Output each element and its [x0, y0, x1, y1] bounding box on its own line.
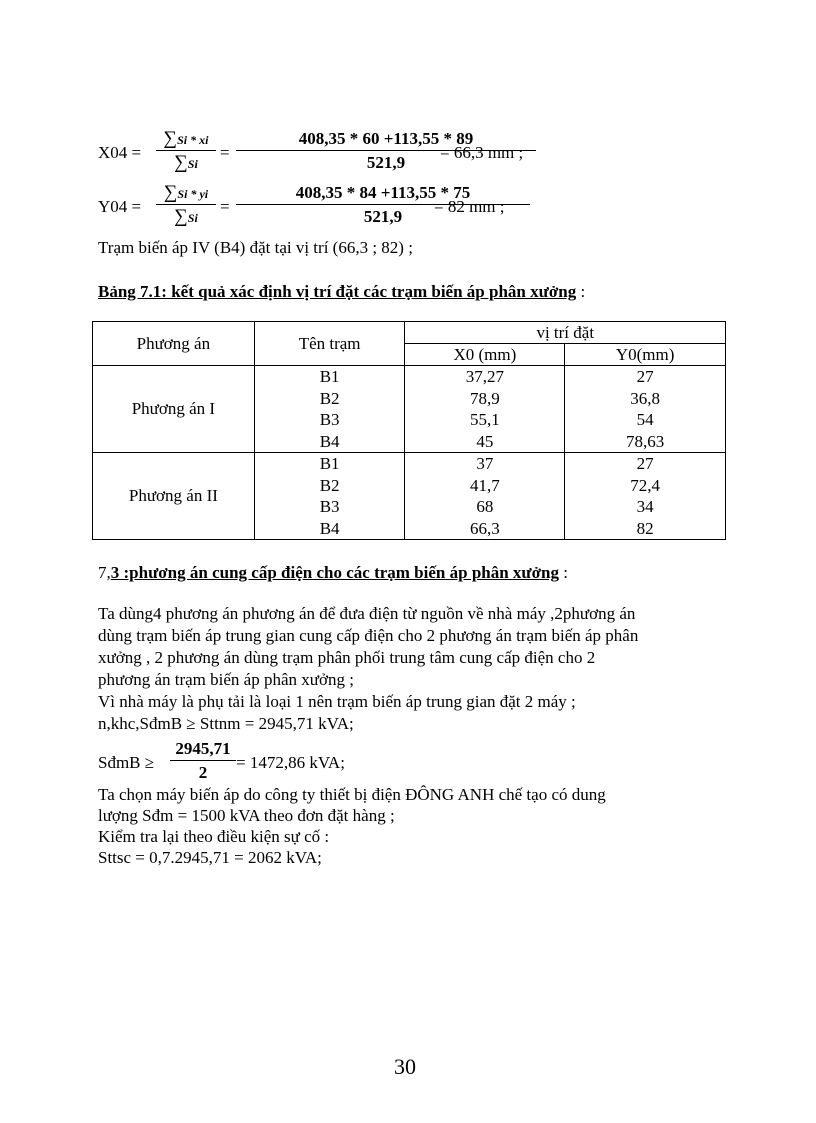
y04-formula: Y04 = ∑Si * yi ∑Si = 408,35 * 84 +113,55 * 75 521,9 = 82 mm ; — [98, 182, 618, 236]
section-heading-title: 3 :phương án cung cấp điện cho các trạm biến áp phân xưởng — [110, 563, 560, 582]
sigma-symbol: ∑ — [163, 182, 178, 203]
paragraph-line: phương án trạm biến áp phân xưởng ; — [98, 670, 354, 689]
fraction-numerator: 408,35 * 84 +113,55 * 75 — [295, 183, 471, 202]
table-row-group-1 — [93, 366, 726, 453]
table-row-group-2 — [93, 453, 726, 540]
x04-formula: X04 = ∑Si * xi ∑Si = 408,35 * 60 +113,55 * 89 521,9 = 66,3 mm ; — [98, 128, 618, 182]
sdmb-fraction — [170, 738, 236, 785]
paragraph-line: dùng trạm biến áp trung gian cung cấp điện cho 2 phương án trạm biến áp phân — [98, 626, 639, 645]
header-y0: Y0(mm) — [565, 344, 726, 366]
weighted-sum-fraction: ∑Si * yi ∑Si — [156, 182, 216, 229]
weighted-sum-fraction: ∑Si * xi ∑Si — [156, 128, 216, 175]
paragraph-line: Sttsc = 0,7.2945,71 = 2062 kVA; — [98, 848, 322, 867]
table-header-row — [93, 322, 726, 344]
fraction-denominator: 2 — [198, 763, 208, 782]
header-x0: X0 (mm) — [405, 344, 565, 366]
section-heading: 7,3 :phương án cung cấp điện cho các trạm biến áp phân xưởng : — [98, 563, 568, 582]
paragraph-line: Vì nhà máy là phụ tải là loại 1 nên trạm biến áp trung gian đặt 2 máy ; — [98, 692, 576, 711]
station-cell: B1 B2 B3 B4 — [254, 366, 405, 453]
paragraph-line: Ta dùng4 phương án phương án để đưa điện từ nguồn về nhà máy ,2phương án — [98, 604, 636, 623]
paragraph-line: Kiểm tra lại theo điều kiện sự cố : — [98, 827, 330, 846]
fraction-numerator: 2945,71 — [175, 739, 231, 758]
sigma-symbol: ∑ — [163, 128, 178, 149]
station-position-line: Trạm biến áp IV (B4) đặt tại vị trí (66,3 ; 82) ; — [98, 238, 413, 257]
closing-paragraph — [98, 784, 606, 868]
fraction-denominator: 521,9 — [366, 153, 406, 172]
option-cell: Phương án I — [93, 366, 255, 453]
station-cell: B1 B2 B3 B4 — [254, 453, 405, 540]
formula-lhs: Y04 = — [98, 197, 142, 216]
paragraph-line: lượng Sđm = 1500 kVA theo đơn đặt hàng ; — [98, 806, 395, 825]
formula-result: = 66,3 mm ; — [440, 143, 524, 162]
formula-lhs: SđmB ≥ — [98, 753, 155, 772]
table-caption-title: Bảng 7.1: kết quả xác định vị trí đặt các trạm biến áp phân xưởng — [98, 282, 577, 301]
header-position: vị trí đặt — [405, 322, 726, 344]
paragraph-line: xưởng , 2 phương án dùng trạm phân phối trung tâm cung cấp điện cho 2 — [98, 648, 596, 667]
fraction-numerator: 408,35 * 60 +113,55 * 89 — [298, 129, 474, 148]
paragraph-line: Ta chọn máy biến áp do công ty thiết bị điện ĐÔNG ANH chế tạo có dung — [98, 785, 606, 804]
page-number: 30 — [394, 1054, 416, 1079]
y0-cell: 27 72,4 34 82 — [565, 453, 726, 540]
fraction-denominator: 521,9 — [363, 207, 403, 226]
formula-lhs: X04 = — [98, 143, 142, 162]
body-paragraph — [98, 603, 638, 735]
x0-cell: 37 41,7 68 66,3 — [405, 453, 565, 540]
formula-result: = 1472,86 kVA; — [236, 753, 345, 772]
x0-cell: 37,27 78,9 55,1 45 — [405, 366, 565, 453]
formula-result: = 82 mm ; — [434, 197, 505, 216]
table-caption: Bảng 7.1: kết quả xác định vị trí đặt các trạm biến áp phân xưởng : — [98, 282, 586, 301]
option-cell: Phương án II — [93, 453, 255, 540]
result-table — [92, 321, 726, 540]
paragraph-line: n,khc,SđmB ≥ Sttnm = 2945,71 kVA; — [98, 714, 354, 733]
y0-cell: 27 36,8 54 78,63 — [565, 366, 726, 453]
header-station: Tên trạm — [254, 322, 405, 366]
header-option: Phương án — [93, 322, 255, 366]
